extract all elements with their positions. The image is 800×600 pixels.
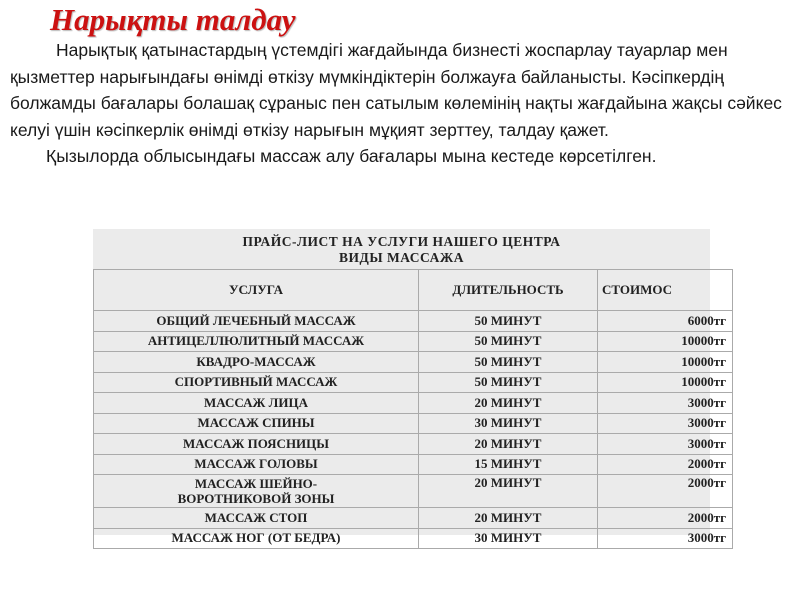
cell-duration: 15 МИНУТ [419, 454, 598, 475]
cell-duration: 20 МИНУТ [419, 393, 598, 414]
cell-service: МАССАЖ СПИНЫ [94, 413, 419, 434]
cell-duration: 20 МИНУТ [419, 475, 598, 508]
body-text [10, 37, 790, 170]
cell-duration: 30 МИНУТ [419, 413, 598, 434]
cell-duration: 50 МИНУТ [419, 352, 598, 373]
table-row [94, 454, 733, 475]
cell-price: 10000тг [598, 331, 733, 352]
cell-price: 3000тг [598, 434, 733, 455]
table-row [94, 434, 733, 455]
cell-service [94, 475, 419, 508]
cell-price: 6000тг [598, 311, 733, 332]
cell-duration: 50 МИНУТ [419, 372, 598, 393]
cell-price: 2000тг [598, 508, 733, 529]
price-list-title-line1: ПРАЙС-ЛИСТ НА УСЛУГИ НАШЕГО ЦЕНТРА [242, 234, 561, 249]
table-row [94, 475, 733, 508]
cell-duration: 30 МИНУТ [419, 528, 598, 549]
table-row [94, 372, 733, 393]
table-row [94, 393, 733, 414]
cell-price: 2000тг [598, 454, 733, 475]
header-duration: ДЛИТЕЛЬНОСТЬ [419, 270, 598, 311]
table-row [94, 528, 733, 549]
table-row [94, 311, 733, 332]
price-table [93, 269, 733, 549]
table-row [94, 352, 733, 373]
cell-service: МАССАЖ СТОП [94, 508, 419, 529]
price-list-title [93, 229, 710, 266]
cell-service-line2: ВОРОТНИКОВОЙ ЗОНЫ [177, 491, 335, 506]
cell-duration: 50 МИНУТ [419, 311, 598, 332]
table-row [94, 508, 733, 529]
paragraph-market-analysis: Нарықтық қатынастардың үстемдігі жағдайында бизнесті жоспарлау тауарлар мен қызметтер нарығындағы өнімді өткізу мүмкіндіктерін болжауға байланысты. Кәсіпкердің болжамды бағалары болашақ сұраныс пен сатылым көлемінің нақты жағдайына жақсы сәйкес келуі үшін кәсіпкерлік өнімді өткізу нарығын мұқият зерттеу, талдау қажет. [10, 40, 782, 140]
cell-price: 10000тг [598, 372, 733, 393]
cell-duration: 20 МИНУТ [419, 434, 598, 455]
cell-price: 10000тг [598, 352, 733, 373]
cell-service: СПОРТИВНЫЙ МАССАЖ [94, 372, 419, 393]
price-list-title-line2: ВИДЫ МАССАЖА [339, 250, 464, 265]
cell-service: МАССАЖ ГОЛОВЫ [94, 454, 419, 475]
table-header-row [94, 270, 733, 311]
cell-service: МАССАЖ ПОЯСНИЦЫ [94, 434, 419, 455]
cell-service: АНТИЦЕЛЛЮЛИТНЫЙ МАССАЖ [94, 331, 419, 352]
header-service: УСЛУГА [94, 270, 419, 311]
cell-service: МАССАЖ ЛИЦА [94, 393, 419, 414]
cell-duration: 50 МИНУТ [419, 331, 598, 352]
table-row [94, 331, 733, 352]
cell-duration: 20 МИНУТ [419, 508, 598, 529]
page-title: Нарықты талдау [50, 2, 296, 37]
cell-price: 3000тг [598, 393, 733, 414]
cell-price: 2000тг [598, 475, 733, 508]
cell-service-line1: МАССАЖ ШЕЙНО- [194, 476, 318, 491]
cell-price: 3000тг [598, 413, 733, 434]
cell-service: КВАДРО-МАССАЖ [94, 352, 419, 373]
price-list-image [93, 229, 726, 546]
paragraph-price-intro: Қызылорда облысындағы массаж алу бағалары мына кестеде көрсетілген. [46, 146, 657, 166]
cell-price: 3000тг [598, 528, 733, 549]
cell-service: ОБЩИЙ ЛЕЧЕБНЫЙ МАССАЖ [94, 311, 419, 332]
header-price: СТОИМОС [598, 270, 733, 311]
table-row [94, 413, 733, 434]
cell-service: МАССАЖ НОГ (ОТ БЕДРА) [94, 528, 419, 549]
